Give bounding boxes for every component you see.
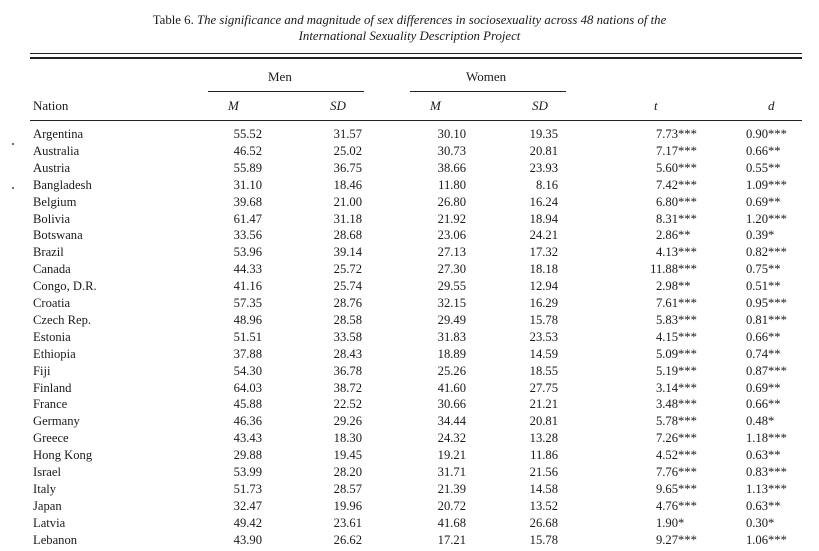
cell-men-m: 43.43 xyxy=(233,431,262,446)
cell-women-sd: 17.32 xyxy=(529,245,558,260)
cell-d: 0.55** xyxy=(745,160,781,175)
table-row xyxy=(0,144,819,161)
cell-men-m: 48.96 xyxy=(233,312,262,327)
cell-d: 0.74** xyxy=(745,346,781,361)
cell-nation: Australia xyxy=(33,143,80,158)
header-t: t xyxy=(654,98,658,113)
cell-women-m: 31.83 xyxy=(437,329,466,344)
cell-men-m: 53.99 xyxy=(233,465,262,479)
cell-nation: Bangladesh xyxy=(33,177,92,192)
cell-nation: Greece xyxy=(33,431,69,446)
cell-nation: Japan xyxy=(33,498,62,513)
cell-men-m: 51.73 xyxy=(233,481,262,496)
cell-nation: Croatia xyxy=(33,296,71,310)
cell-women-sd: 15.78 xyxy=(529,532,558,547)
top-rule-thin xyxy=(30,53,802,54)
cell-women-sd: 27.75 xyxy=(529,380,558,395)
cell-men-m: 46.36 xyxy=(233,414,262,429)
cell-men-m: 44.33 xyxy=(233,262,262,277)
cell-t: 2.86** xyxy=(655,228,691,243)
cell-men-m: 64.03 xyxy=(233,380,262,395)
table-row xyxy=(0,516,819,533)
cell-nation: Belgium xyxy=(33,194,77,209)
cell-men-sd: 18.46 xyxy=(333,177,362,192)
men-group-rule xyxy=(208,91,364,92)
cell-d: 0.66** xyxy=(745,397,781,412)
header-men-sd: SD xyxy=(330,98,346,113)
cell-t: 7.61*** xyxy=(655,296,697,310)
cell-women-m: 19.21 xyxy=(437,448,466,463)
cell-nation: Hong Kong xyxy=(33,448,93,463)
cell-men-m: 33.56 xyxy=(233,228,262,243)
table-row xyxy=(0,313,819,330)
table-row xyxy=(0,178,819,195)
table-number: Table 6. xyxy=(152,13,194,27)
table-row xyxy=(0,397,819,414)
table-row xyxy=(0,195,819,212)
cell-women-sd: 14.58 xyxy=(529,481,558,496)
cell-men-m: 32.47 xyxy=(233,498,262,513)
table-row xyxy=(0,364,819,381)
cell-nation: Italy xyxy=(33,481,57,496)
cell-d: 0.51** xyxy=(745,279,781,294)
cell-women-m: 30.10 xyxy=(437,127,466,141)
cell-men-m: 45.88 xyxy=(233,397,262,412)
table-title-line-1: The significance and magnitude of sex differences in sociosexuality across 48 nations of the xyxy=(196,13,667,27)
cell-t: 6.80*** xyxy=(655,194,697,209)
cell-t: 2.98** xyxy=(655,279,691,294)
cell-women-sd: 18.55 xyxy=(529,363,558,378)
cell-women-sd: 16.24 xyxy=(529,194,558,209)
cell-men-m: 61.47 xyxy=(233,211,262,226)
cell-women-m: 30.73 xyxy=(437,143,466,158)
cell-men-m: 43.90 xyxy=(233,532,262,547)
cell-men-sd: 38.72 xyxy=(333,380,362,395)
cell-d: 0.63** xyxy=(745,498,781,513)
cell-women-m: 18.89 xyxy=(437,346,466,361)
cell-women-sd: 12.94 xyxy=(529,279,558,294)
cell-t: 7.42*** xyxy=(655,177,697,192)
cell-women-sd: 20.81 xyxy=(529,414,558,429)
cell-men-sd: 23.61 xyxy=(333,515,362,530)
cell-t: 9.27*** xyxy=(655,532,697,547)
cell-women-sd: 23.53 xyxy=(529,329,558,344)
cell-women-m: 41.60 xyxy=(437,380,466,395)
cell-women-m: 34.44 xyxy=(437,414,466,429)
cell-women-m: 31.71 xyxy=(437,465,466,479)
cell-men-m: 55.52 xyxy=(233,127,262,141)
cell-men-m: 57.35 xyxy=(233,296,262,310)
cell-men-sd: 36.75 xyxy=(333,160,362,175)
cell-women-sd: 16.29 xyxy=(529,296,558,310)
cell-men-sd: 28.43 xyxy=(333,346,362,361)
cell-women-m: 17.21 xyxy=(437,532,466,547)
cell-nation: France xyxy=(33,397,68,412)
table-row xyxy=(0,296,819,313)
cell-men-sd: 18.30 xyxy=(333,431,362,446)
cell-men-sd: 31.18 xyxy=(333,211,362,226)
table-row xyxy=(0,245,819,262)
cell-men-sd: 19.96 xyxy=(333,498,362,513)
cell-women-sd: 24.21 xyxy=(529,228,558,243)
cell-women-sd: 21.21 xyxy=(529,397,558,412)
table-title-line-2: International Sexuality Description Project xyxy=(298,29,521,43)
caption-line-1 xyxy=(0,12,819,28)
table-row xyxy=(0,482,819,499)
table-row xyxy=(0,347,819,364)
cell-t: 7.76*** xyxy=(655,465,697,479)
cell-t: 11.88*** xyxy=(650,262,697,277)
cell-d: 0.69** xyxy=(745,380,781,395)
cell-men-sd: 21.00 xyxy=(333,194,362,209)
cell-nation: Bolivia xyxy=(33,211,71,226)
cell-women-sd: 13.52 xyxy=(529,498,558,513)
header-d: d xyxy=(768,98,775,113)
table-row xyxy=(0,465,819,482)
cell-men-m: 37.88 xyxy=(233,346,262,361)
cell-women-sd: 18.94 xyxy=(529,211,558,226)
cell-nation: Argentina xyxy=(33,127,84,141)
cell-men-sd: 33.58 xyxy=(333,329,362,344)
cell-d: 0.82*** xyxy=(745,245,787,260)
cell-men-m: 53.96 xyxy=(233,245,262,260)
cell-women-sd: 18.18 xyxy=(529,262,558,277)
cell-women-m: 41.68 xyxy=(437,515,466,530)
cell-d: 0.63** xyxy=(745,448,781,463)
cell-men-m: 46.52 xyxy=(233,143,262,158)
header-women-m: M xyxy=(430,98,441,113)
cell-men-m: 39.68 xyxy=(233,194,262,209)
cell-t: 3.48*** xyxy=(655,397,697,412)
cell-t: 5.09*** xyxy=(655,346,697,361)
cell-d: 0.87*** xyxy=(745,363,787,378)
cell-women-m: 23.06 xyxy=(437,228,466,243)
cell-women-m: 27.30 xyxy=(437,262,466,277)
cell-women-sd: 21.56 xyxy=(529,465,558,479)
table-row xyxy=(0,533,819,550)
table-row xyxy=(0,127,819,144)
cell-men-m: 49.42 xyxy=(233,515,262,530)
cell-t: 5.83*** xyxy=(655,312,697,327)
cell-men-m: 55.89 xyxy=(233,160,262,175)
cell-d: 0.30* xyxy=(745,515,775,530)
cell-men-m: 29.88 xyxy=(233,448,262,463)
cell-women-sd: 13.28 xyxy=(529,431,558,446)
cell-women-sd: 15.78 xyxy=(529,312,558,327)
cell-d: 0.66** xyxy=(745,329,781,344)
table-row xyxy=(0,448,819,465)
cell-nation: Latvia xyxy=(33,515,66,530)
header-men: Men xyxy=(268,69,292,84)
table-row xyxy=(0,212,819,229)
cell-women-sd: 8.16 xyxy=(535,177,558,192)
cell-women-m: 24.32 xyxy=(437,431,466,446)
cell-men-sd: 28.57 xyxy=(333,481,362,496)
cell-d: 1.09*** xyxy=(745,177,787,192)
cell-women-sd: 26.68 xyxy=(529,515,558,530)
cell-women-m: 29.55 xyxy=(437,279,466,294)
cell-women-sd: 11.86 xyxy=(530,448,558,463)
cell-women-m: 25.26 xyxy=(437,363,466,378)
cell-nation: Estonia xyxy=(33,329,71,344)
table-row xyxy=(0,161,819,178)
cell-women-m: 26.80 xyxy=(437,194,466,209)
header-women-sd: SD xyxy=(532,98,548,113)
cell-d: 1.18*** xyxy=(745,431,787,446)
cell-t: 5.60*** xyxy=(655,160,697,175)
cell-men-sd: 26.62 xyxy=(333,532,362,547)
cell-d: 0.75** xyxy=(745,262,781,277)
cell-d: 0.83*** xyxy=(745,465,787,479)
cell-men-sd: 31.57 xyxy=(333,127,362,141)
cell-t: 5.19*** xyxy=(655,363,697,378)
cell-men-sd: 22.52 xyxy=(333,397,362,412)
cell-t: 4.15*** xyxy=(655,329,697,344)
cell-women-sd: 19.35 xyxy=(529,127,558,141)
cell-d: 1.20*** xyxy=(745,211,787,226)
table-row xyxy=(0,262,819,279)
cell-t: 3.14*** xyxy=(655,380,697,395)
cell-women-sd: 20.81 xyxy=(529,143,558,158)
cell-nation: Fiji xyxy=(33,363,51,378)
cell-men-sd: 28.20 xyxy=(333,465,362,479)
cell-nation: Germany xyxy=(33,414,80,429)
table-caption xyxy=(0,12,819,44)
cell-men-sd: 28.68 xyxy=(333,228,362,243)
cell-d: 0.81*** xyxy=(745,312,787,327)
cell-t: 7.17*** xyxy=(655,143,697,158)
table-row xyxy=(0,228,819,245)
cell-men-sd: 29.26 xyxy=(333,414,362,429)
cell-men-m: 41.16 xyxy=(233,279,262,294)
header-women: Women xyxy=(466,69,507,84)
cell-nation: Ethiopia xyxy=(33,346,76,361)
cell-d: 0.69** xyxy=(745,194,781,209)
cell-t: 4.13*** xyxy=(655,245,697,260)
cell-d: 0.90*** xyxy=(745,127,787,141)
cell-nation: Austria xyxy=(33,160,71,175)
cell-nation: Israel xyxy=(33,465,61,479)
cell-women-m: 20.72 xyxy=(437,498,466,513)
cell-men-sd: 39.14 xyxy=(333,245,362,260)
cell-women-m: 30.66 xyxy=(437,397,466,412)
cell-nation: Brazil xyxy=(33,245,64,260)
cell-t: 5.78*** xyxy=(655,414,697,429)
cell-women-m: 21.39 xyxy=(437,481,466,496)
cell-women-m: 27.13 xyxy=(437,245,466,260)
cell-t: 7.26*** xyxy=(655,431,697,446)
header-nation: Nation xyxy=(33,98,69,113)
header-men-m: M xyxy=(228,98,239,113)
cell-t: 7.73*** xyxy=(655,127,697,141)
cell-d: 1.13*** xyxy=(745,481,787,496)
cell-t: 1.90* xyxy=(655,515,685,530)
cell-men-sd: 28.76 xyxy=(333,296,362,310)
cell-women-sd: 14.59 xyxy=(529,346,558,361)
cell-women-m: 38.66 xyxy=(437,160,466,175)
women-group-rule xyxy=(410,91,566,92)
table-row xyxy=(0,431,819,448)
cell-women-m: 11.80 xyxy=(438,177,466,192)
cell-women-sd: 23.93 xyxy=(529,160,558,175)
cell-women-m: 21.92 xyxy=(437,211,466,226)
cell-nation: Finland xyxy=(33,380,72,395)
cell-nation: Czech Rep. xyxy=(33,312,92,327)
cell-d: 0.95*** xyxy=(745,296,787,310)
cell-d: 1.06*** xyxy=(745,532,787,547)
table-row xyxy=(0,499,819,516)
cell-nation: Botswana xyxy=(33,228,83,243)
cell-t: 4.76*** xyxy=(655,498,697,513)
table-row xyxy=(0,381,819,398)
cell-t: 4.52*** xyxy=(655,448,697,463)
cell-men-m: 31.10 xyxy=(233,177,262,192)
cell-women-m: 29.49 xyxy=(437,312,466,327)
cell-men-sd: 25.72 xyxy=(333,262,362,277)
cell-men-sd: 25.02 xyxy=(333,143,362,158)
table-row xyxy=(0,279,819,296)
top-rule-thick xyxy=(30,57,802,59)
header-rule xyxy=(30,120,802,121)
cell-t: 8.31*** xyxy=(655,211,697,226)
cell-men-sd: 28.58 xyxy=(333,312,362,327)
cell-men-sd: 25.74 xyxy=(333,279,362,294)
cell-d: 0.66** xyxy=(745,143,781,158)
cell-d: 0.48* xyxy=(745,414,775,429)
cell-nation: Congo, D.R. xyxy=(33,279,97,294)
cell-men-sd: 36.78 xyxy=(333,363,362,378)
table-row xyxy=(0,414,819,431)
cell-men-sd: 19.45 xyxy=(333,448,362,463)
cell-women-m: 32.15 xyxy=(437,296,466,310)
cell-nation: Lebanon xyxy=(33,532,78,547)
cell-nation: Canada xyxy=(33,262,71,277)
cell-men-m: 51.51 xyxy=(233,329,262,344)
cell-t: 9.65*** xyxy=(655,481,697,496)
table-row xyxy=(0,330,819,347)
cell-men-m: 54.30 xyxy=(233,363,262,378)
cell-d: 0.39* xyxy=(745,228,775,243)
